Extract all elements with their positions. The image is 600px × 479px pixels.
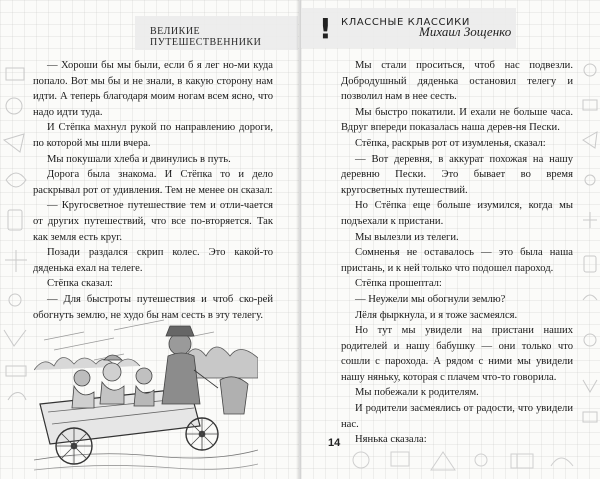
paragraph: Дорога была знакома. И Стёпка то и дело раскрывал рот от удивления. Тем не менее он сказал: — [33, 169, 273, 196]
paragraph: Стёпка прошептал: — [355, 278, 442, 290]
paragraph: Но тут мы увидели на пристани наших родителей и нашу бабушку — они только что сошли с парохода. А рядом с ними мы увидели нашу няньку, которая с плачем что-то говорила. — [341, 325, 573, 383]
right-page — [301, 0, 600, 479]
paragraph: — Хороши бы мы были, если б я лег но-ми куда попало. Вот мы бы и не знали, в какую сторону нам идти. А теперь благодаря моим ногам всем ясно, что надо идти туда. — [33, 60, 273, 118]
paragraph: Сомненья не оставалось — это была наша пристань, и к ней только что подошел пароход. — [341, 247, 573, 274]
paragraph: Но Стёпка еще больше изумился, когда мы подъехали к пристани. — [341, 200, 573, 227]
paragraph: — Кругосветное путешествие тем и отли-чается от других путешествий, что все по-вторяется. Так как земля есть круг. — [33, 200, 273, 243]
paragraph: — Неужели мы обогнули землю? — [355, 293, 506, 305]
left-page — [0, 0, 299, 479]
paragraph: Мы стали проситься, чтоб нас подвезли. Добродушный дяденька остановил телегу и позволил нам в нее сесть. — [341, 60, 573, 103]
paragraph: Позади раздался скрип колес. Это какой-то дяденька ехал на телеге. — [33, 247, 273, 274]
running-header: ВЕЛИКИЕ ПУТЕШЕСТВЕННИКИ — [150, 26, 262, 48]
right-body-text — [341, 58, 573, 448]
bottom-doodles — [341, 446, 591, 476]
exclamation-icon: ! — [319, 12, 332, 45]
series-title: КЛАССНЫЕ КЛАССИКИ — [341, 17, 470, 28]
cart-illustration — [34, 300, 258, 474]
paragraph: Мы побежали к родителям. — [355, 387, 479, 399]
paragraph: Мы вылезли из телеги. — [355, 231, 459, 243]
paragraph: Стёпка, раскрыв рот от изумленья, сказал: — [355, 137, 546, 149]
paragraph: Мы покушали хлеба и двинулись в путь. — [47, 153, 231, 165]
paragraph: И родители засмеялись от радости, что увидели нас. — [341, 403, 573, 430]
paragraph: И Стёпка махнул рукой по направлению дороги, по которой мы шли вчера. — [33, 122, 273, 149]
left-body-text — [33, 58, 273, 323]
page-number: 14 — [328, 437, 341, 449]
paragraph: Лёля фыркнула, и я тоже засмеялся. — [355, 309, 518, 321]
paragraph: Стёпка сказал: — [47, 278, 113, 290]
margin-doodles — [0, 60, 34, 440]
paragraph: Нянька сказала: — [355, 434, 427, 446]
paragraph: Мы быстро покатили. И ехали не больше часа. Вдруг впереди показалась наша дерев-ня Пески. — [341, 106, 573, 134]
paragraph: — Для быстроты путешествия и чтоб ско-рей обогнуть землю, не худо бы нам сесть в эту телегу. — [33, 293, 273, 321]
author-name: Михаил Зощенко — [419, 24, 512, 39]
paragraph: — Вот деревня, в аккурат похожая на нашу деревню Пески. Это бывает во время кругосветных путешествий. — [341, 153, 573, 196]
margin-doodles — [581, 60, 599, 440]
